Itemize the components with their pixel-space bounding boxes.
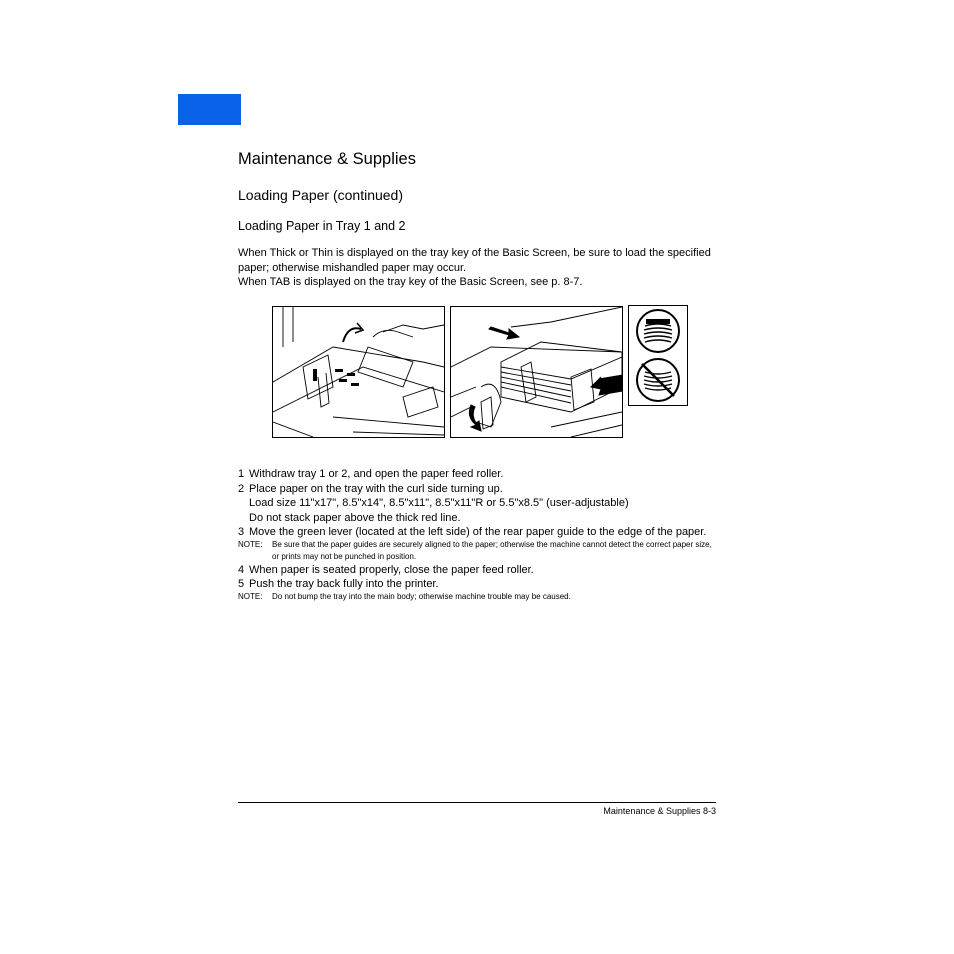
step-text: Place paper on the tray with the curl side turning up. [249,482,503,495]
page-footer: Maintenance & Supplies 8-3 [603,806,716,816]
intro-paragraph: When TAB is displayed on the tray key of the Basic Screen, see p. 8-7. [238,276,583,288]
footer-rule [238,802,716,803]
paper-curl-down-not-ok-icon [637,359,679,401]
step-number: 3 [238,526,245,538]
step-number: 2 [238,482,245,495]
chapter-tab [178,94,241,125]
step-number: 1 [238,468,245,480]
step-text: Do not stack paper above the thick red line. [249,511,461,524]
step-text: When paper is seated properly, close the paper feed roller. [249,563,534,576]
paper-curl-illustration [629,306,687,405]
list-item [238,525,718,540]
step-number: 4 [238,563,245,576]
figure-tray-load [450,306,623,438]
step-text: Move the green lever (located at the left side) of the rear paper guide to the edge of the paper. [249,526,707,538]
step-text: Withdraw tray 1 or 2, and open the paper feed roller. [249,468,504,480]
section-heading: Loading Paper (continued) [238,187,404,203]
figure-tray-open [272,306,445,438]
tray-open-illustration [273,307,444,437]
step-number: 5 [238,578,245,590]
list-item [238,563,718,578]
paper-curl-up-ok-icon [637,310,679,352]
list-item [238,467,718,482]
tray-load-paper-illustration [451,307,622,437]
step-text: Load size 11"x17", 8.5"x14", 8.5"x11", 8.5"x11"R or 5.5"x8.5" (user-adjustable) [249,497,629,509]
note-label: NOTE: [238,539,263,549]
intro-text [238,246,718,290]
note [238,539,718,563]
list-item [238,577,718,592]
page-title: Maintenance & Supplies [238,150,416,168]
note-text: Be sure that the paper guides are securely aligned to the paper; otherwise the machine cannot detect the correct paper size, or prints may not be punched in position. [272,539,712,561]
intro-paragraph: When Thick or Thin is displayed on the tray key of the Basic Screen, be sure to load the specified paper; otherwise mishandled paper may occur. [238,247,711,274]
steps [238,467,718,603]
subsection-heading: Loading Paper in Tray 1 and 2 [238,219,406,233]
figure-paper-curl [628,305,688,406]
note [238,591,718,603]
list-item [238,482,718,526]
step-text: Push the tray back fully into the printer. [249,578,439,590]
note-text: Do not bump the tray into the main body; otherwise machine trouble may be caused. [272,591,571,601]
note-label: NOTE: [238,591,263,601]
